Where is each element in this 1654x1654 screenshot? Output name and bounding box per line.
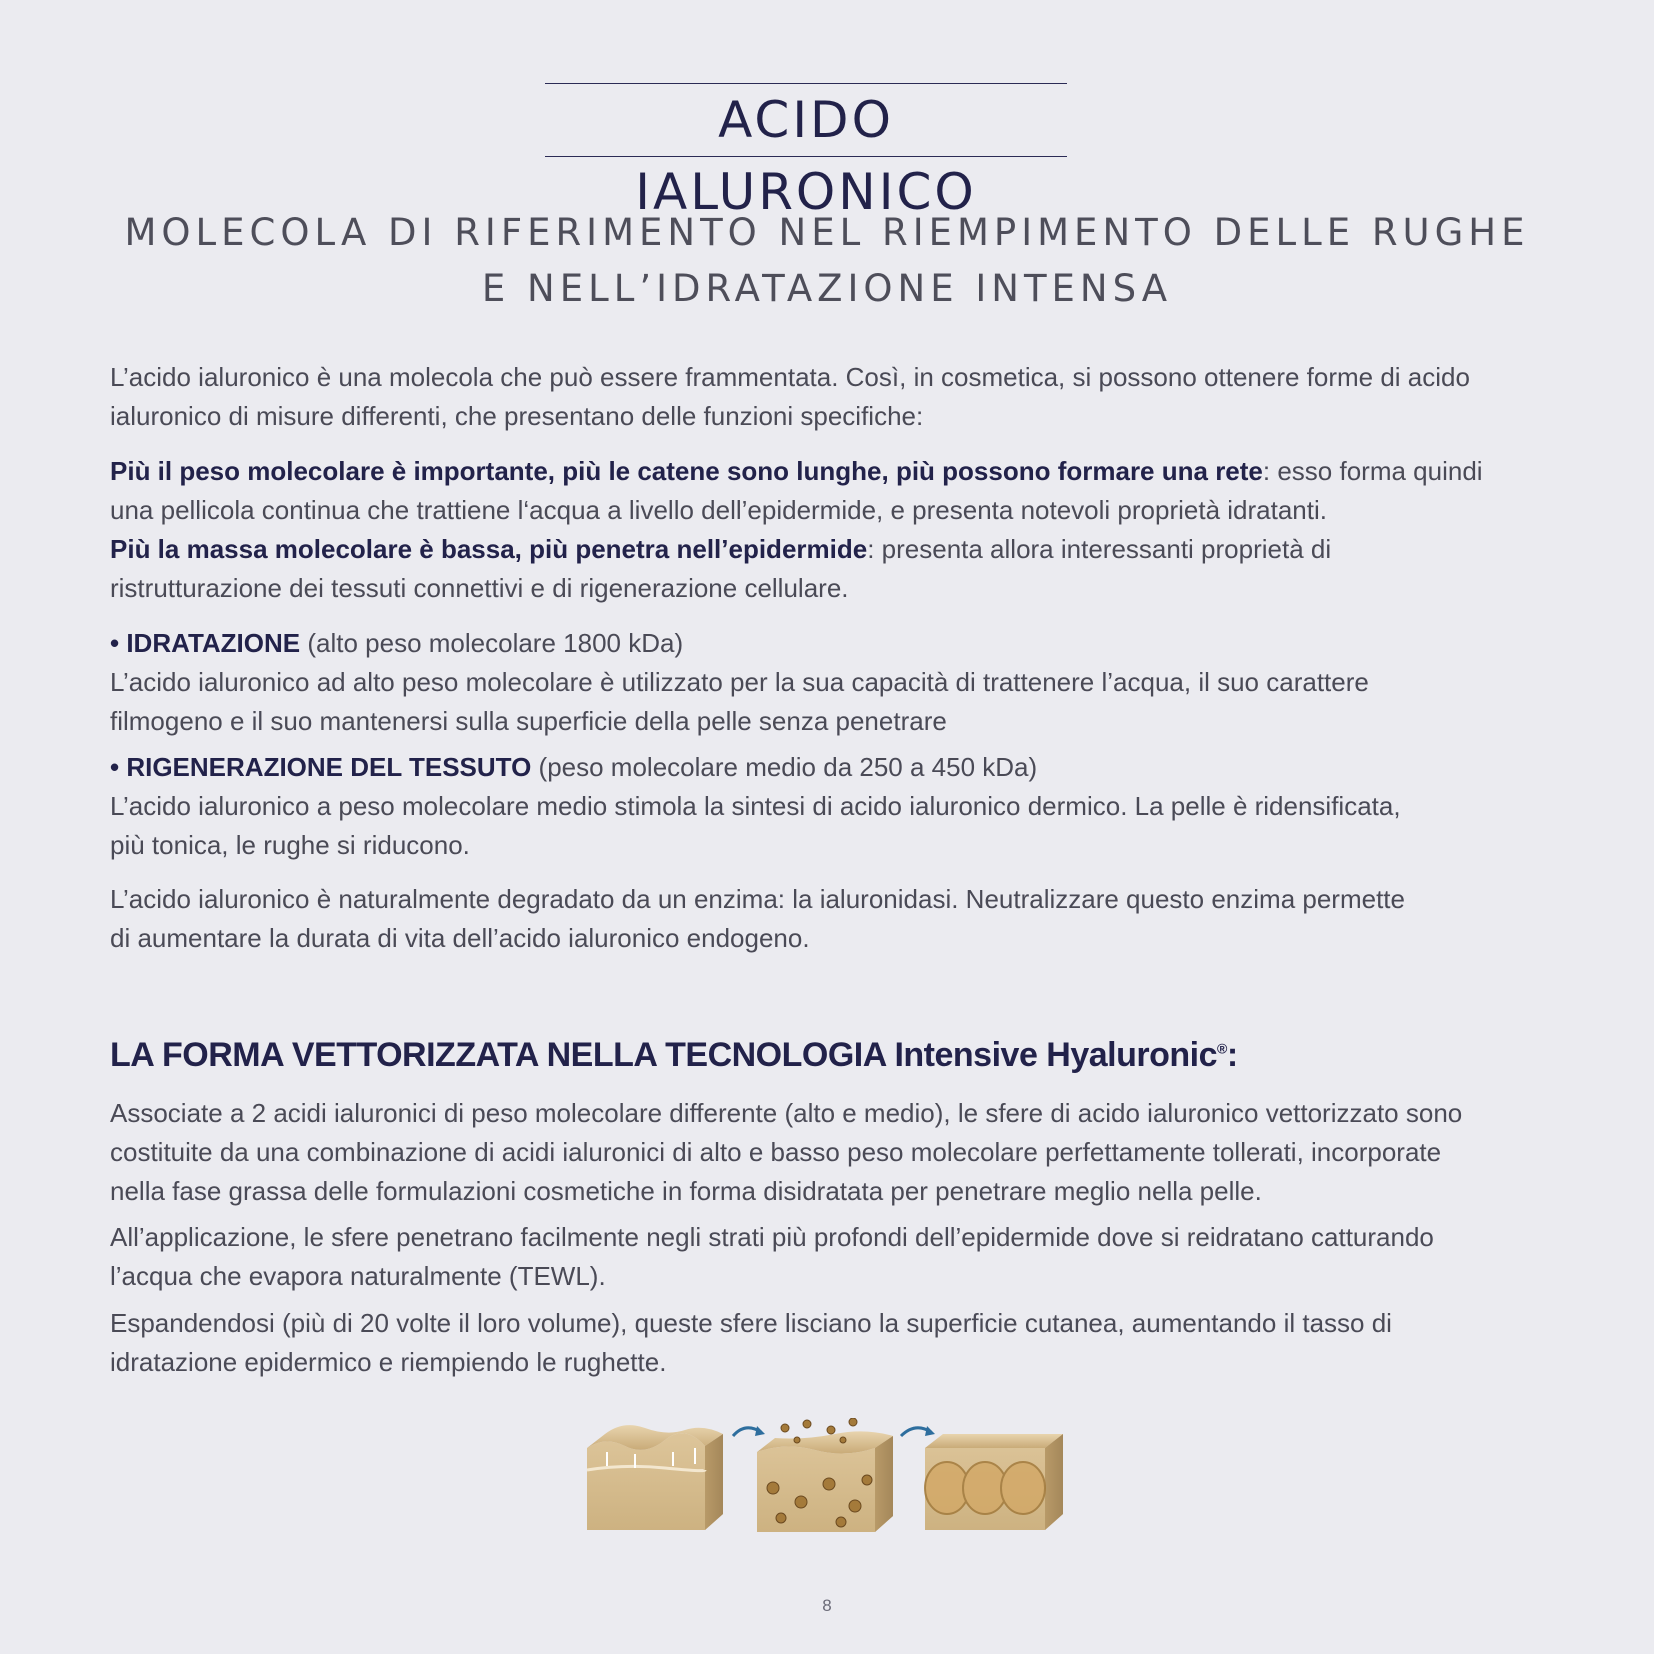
- molecular-weight-paragraph: [110, 452, 1520, 608]
- idratazione-detail: (alto peso molecolare 1800 kDa): [300, 628, 684, 658]
- degradation-line-2: di aumentare la durata di vita dell’acido ialuronico endogeno.: [110, 923, 810, 953]
- high-weight-bold: Più il peso molecolare è importante, più le catene sono lunghe, più possono formare una rete: [110, 456, 1263, 486]
- section-colon: :: [1226, 1036, 1238, 1074]
- rigenerazione-line-2: più tonica, le rughe si riducono.: [110, 830, 470, 860]
- skin-illustration: [585, 1418, 1067, 1538]
- vector-p2-line-1: All’applicazione, le sfere penetrano facilmente negli strati più profondi dell’epidermide dove si reidratano catturando: [110, 1222, 1434, 1252]
- rigenerazione-bullet: [110, 748, 1520, 865]
- rigenerazione-detail: (peso molecolare medio da 250 a 450 kDa): [531, 752, 1038, 782]
- degradation-paragraph: [110, 880, 1520, 958]
- skin-block-spheres: [757, 1418, 893, 1532]
- intro-line-2: ialuronico di misure differenti, che presentano delle funzioni specifiche:: [110, 401, 924, 431]
- idratazione-bullet: [110, 624, 1520, 741]
- vector-p1-line-3: nella fase grassa delle formulazioni cosmetiche in forma disidratata per penetrare meglio nella pelle.: [110, 1176, 1262, 1206]
- idratazione-heading: • IDRATAZIONE: [110, 628, 301, 658]
- subtitle-line-1: MOLECOLA DI RIFERIMENTO NEL RIEMPIMENTO DELLE RUGHE: [124, 211, 1530, 254]
- intro-paragraph: [110, 358, 1520, 436]
- rigenerazione-heading: • RIGENERAZIONE DEL TESSUTO: [110, 752, 532, 782]
- vector-paragraph-1: [110, 1094, 1520, 1211]
- idratazione-line-1: L’acido ialuronico ad alto peso molecolare è utilizzato per la sua capacità di trattenere l’acqua, il suo carattere: [110, 667, 1369, 697]
- rigenerazione-line-1: L’acido ialuronico a peso molecolare medio stimola la sintesi di acido ialuronico dermico. La pelle è ridensificata,: [110, 791, 1401, 821]
- intro-line-1: L’acido ialuronico è una molecola che può essere frammentata. Così, in cosmetica, si possono ottenere forme di acido: [110, 362, 1470, 392]
- section-title: LA FORMA VETTORIZZATA NELLA TECNOLOGIA Intensive Hyaluronic: [110, 1036, 1218, 1074]
- page-number: 8: [822, 1596, 832, 1615]
- page-title: ACIDO IALURONICO: [635, 91, 977, 221]
- vector-p1-line-2: costituite da una combinazione di acidi ialuronici di alto e basso peso molecolare perfettamente tollerati, incorporate: [110, 1137, 1442, 1167]
- high-weight-rest: : esso forma quindi: [1262, 456, 1483, 486]
- vector-p1-line-1: Associate a 2 acidi ialuronici di peso molecolare differente (alto e medio), le sfere di acido ialuronico vettorizzato sono: [110, 1098, 1463, 1128]
- title-frame: [545, 83, 1067, 221]
- high-weight-line-2: una pellicola continua che trattiene l‘acqua a livello dell’epidermide, e presenta notevoli proprietà idratanti.: [110, 495, 1327, 525]
- subtitle: [100, 205, 1554, 317]
- vector-paragraph-2: [110, 1218, 1520, 1296]
- vector-p3-line-2: idratazione epidermico e riempiendo le rughette.: [110, 1347, 667, 1377]
- low-mass-rest: : presenta allora interessanti proprietà di: [867, 534, 1332, 564]
- vector-p3-line-1: Espandendosi (più di 20 volte il loro volume), queste sfere lisciano la superficie cutanea, aumentando il tasso di: [110, 1308, 1392, 1338]
- section-heading: [110, 1036, 1238, 1075]
- vector-p2-line-2: l’acqua che evapora naturalmente (TEWL).: [110, 1261, 606, 1291]
- idratazione-line-2: filmogeno e il suo mantenersi sulla superficie della pelle senza penetrare: [110, 706, 947, 736]
- vector-paragraph-3: [110, 1304, 1520, 1382]
- subtitle-line-2: E NELL’IDRATAZIONE INTENSA: [481, 267, 1173, 310]
- skin-block-plumped: [925, 1434, 1063, 1530]
- registered-mark: ®: [1217, 1040, 1227, 1057]
- degradation-line-1: L’acido ialuronico è naturalmente degradato da un enzima: la ialuronidasi. Neutralizzare questo enzima permette: [110, 884, 1405, 914]
- skin-block-dry: [587, 1425, 723, 1530]
- low-mass-line-2: ristrutturazione dei tessuti connettivi e di rigenerazione cellulare.: [110, 573, 849, 603]
- low-mass-bold: Più la massa molecolare è bassa, più penetra nell’epidermide: [110, 534, 868, 564]
